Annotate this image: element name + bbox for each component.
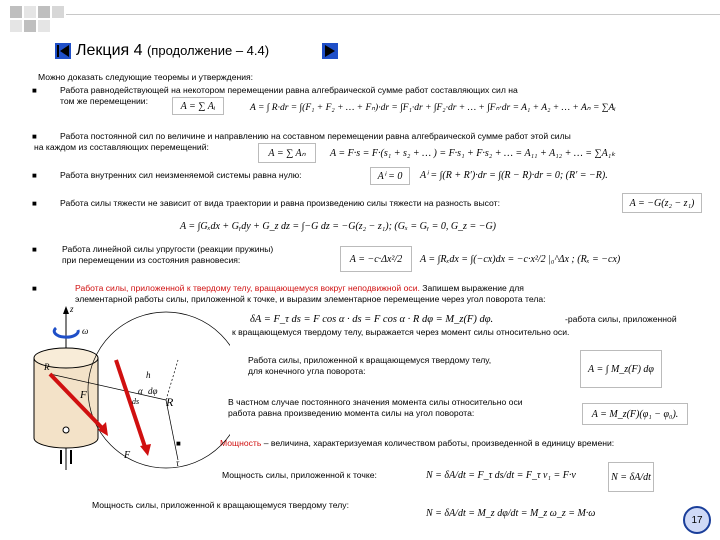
trajectory-circle [88, 312, 230, 468]
item5-formula-box: A = −c·Δx²/2 [340, 246, 412, 272]
elementary-note-a: -работа силы, приложенной [565, 314, 677, 324]
bullet: ■ [32, 245, 37, 254]
item5-line1: Работа линейной силы упругости (реакции пружины) [62, 244, 274, 254]
finite-angle-text-b: для конечного угла поворота: [248, 366, 366, 376]
power-word: Мощность [220, 438, 262, 448]
page-title [76, 42, 269, 60]
item3-formula: Aⁱ = ∫(R + R′)·dr = ∫(R − R)·dr = 0; (R′ = −R). [420, 170, 608, 181]
grid-square [10, 20, 22, 32]
page-number-badge: 17 [683, 506, 711, 534]
intro-text: Можно доказать следующие теоремы и утверждения: [38, 72, 254, 82]
item2-formula: A = F·s = F·(s₁ + s₂ + … ) = F·s₁ + F·s₂ + … = A₁₁ + A₁₂ + … = ∑A₁ₖ [330, 148, 616, 159]
label-F2: F [124, 450, 131, 461]
label-omega: ω [82, 326, 89, 336]
power-definition [220, 438, 614, 449]
title-main: Лекция 4 [76, 42, 143, 59]
grid-square [24, 20, 36, 32]
constant-moment-box: A = M_z(F)(φ₁ − φ₀). [582, 403, 688, 425]
item2-formula-box: A = ∑ Aₙ [258, 143, 316, 163]
item1-line2: том же перемещении: [60, 96, 148, 106]
item2-line1: Работа постоянной сил по величине и направлению на составном перемещении равна алгебраической сумме работ этой силы [60, 131, 571, 141]
label-alpha: α [138, 386, 143, 396]
bullet: ■ [32, 132, 37, 141]
tangent-line [166, 360, 178, 400]
axis-arrow [63, 306, 69, 314]
item6-highlight: Работа силы, приложенной к твердому телу, вращающемуся вокруг неподвижной оси. [75, 283, 420, 293]
grid-square [38, 20, 50, 32]
constant-moment-text-a: В частном случае постоянного значения момента силы относительно оси [228, 397, 523, 407]
bullet: ■ [32, 171, 37, 180]
item5-line2: при перемещении из состояния равновесия: [62, 255, 241, 265]
next-slide-button[interactable] [322, 43, 338, 59]
label-R-big: R [166, 395, 174, 409]
label-h: h [146, 370, 151, 380]
label-dphi: dφ [148, 386, 158, 396]
item6-line1 [75, 283, 524, 294]
tau-line [166, 400, 178, 460]
label-ds: ds [132, 397, 140, 406]
bullet: ■ [32, 199, 37, 208]
item1-line1: Работа равнодействующей на некотором перемещении равна алгебраической сумме работ составляющих сил на [60, 85, 518, 95]
point-power-label: Мощность силы, приложенной к точке: [222, 470, 377, 480]
item4-line1: Работа силы тяжести не зависит от вида траектории и равна произведению силы тяжести на разность высот: [60, 198, 500, 208]
next-icon [322, 43, 338, 59]
finite-angle-box: A = ∫ M_z(F) dφ [580, 350, 662, 388]
point-power-box: N = δA/dt [608, 462, 654, 492]
elementary-note-b: к вращающемуся твердому телу, выражается через момент силы относительно оси. [232, 327, 570, 337]
item2-line2: на каждом из составляющих перемещений: [34, 142, 209, 152]
item5-formula: A = ∫Rₓdx = ∫(−cx)dx = −c·x²/2 |₀^Δx ; (Rₓ = −cx) [420, 254, 621, 265]
force-arrow-2 [116, 360, 146, 450]
bullet: ■ [32, 284, 37, 293]
rotation-figure [20, 300, 230, 470]
header-rule [66, 14, 720, 15]
grid-square [52, 6, 64, 18]
body-power-formula: N = δA/dt = M_z dφ/dt = M_z ω_z = M·ω [426, 508, 596, 519]
grid-square [38, 6, 50, 18]
power-definition-rest: – величина, характеризуемая количеством работы, произведенной в единицу времени: [261, 438, 615, 448]
constant-moment-text-b: работа равна произведению момента силы на угол поворота: [228, 408, 475, 418]
elementary-work-formula: δA = F_τ ds = F cos α · ds = F cos α · R dφ = M_z(F) dφ. [250, 314, 494, 325]
bullet: ■ [32, 86, 37, 95]
item1-formula: A = ∫ R·dr = ∫(F₁ + F₂ + … + Fₙ)·dr = ∫F₁·dr + ∫F₂·dr + … + ∫Fₙ·dr = A₁ + A₂ + … + Aₙ = ∑Aᵢ [250, 103, 616, 113]
label-tau: τ [176, 458, 180, 468]
item6-line2: элементарной работы силы, приложенной к точке, и выразим элементарное перемещение через угол поворота тела: [75, 294, 546, 304]
bearing [63, 427, 69, 433]
point-power-formula: N = δA/dt = F_τ ds/dt = F_τ v₁ = F·v [426, 470, 576, 481]
label-z: z [70, 304, 74, 314]
finite-angle-text-a: Работа силы, приложенной к вращающемуся твердому телу, [248, 355, 492, 365]
label-R: R [44, 362, 50, 372]
item3-line1: Работа внутренних сил неизменяемой системы равна нулю: [60, 170, 302, 180]
bullet: ■ [176, 439, 181, 448]
item4-formula-box: A = −G(z₂ − z₁) [622, 193, 702, 213]
label-F: F [80, 389, 87, 401]
prev-slide-button[interactable] [55, 43, 71, 59]
title-sub: (продолжение – 4.4) [146, 43, 270, 58]
item6-line1-rest: Запишем выражение для [419, 283, 524, 293]
item4-formula: A = ∫Gₓdx + Gᵧdy + G_z dz = ∫−G dz = −G(z₂ − z₁); (Gₓ = Gᵧ = 0, G_z = −G) [180, 221, 497, 232]
item1-formula-box: A = ∑ Aᵢ [172, 97, 224, 115]
grid-square [10, 6, 22, 18]
body-power-label: Мощность силы, приложенной к вращающемуся твердому телу: [92, 500, 349, 510]
item3-formula-box: Aⁱ = 0 [370, 167, 410, 185]
grid-square [24, 6, 36, 18]
prev-icon [55, 43, 71, 59]
force-arrowhead-2 [140, 444, 151, 456]
